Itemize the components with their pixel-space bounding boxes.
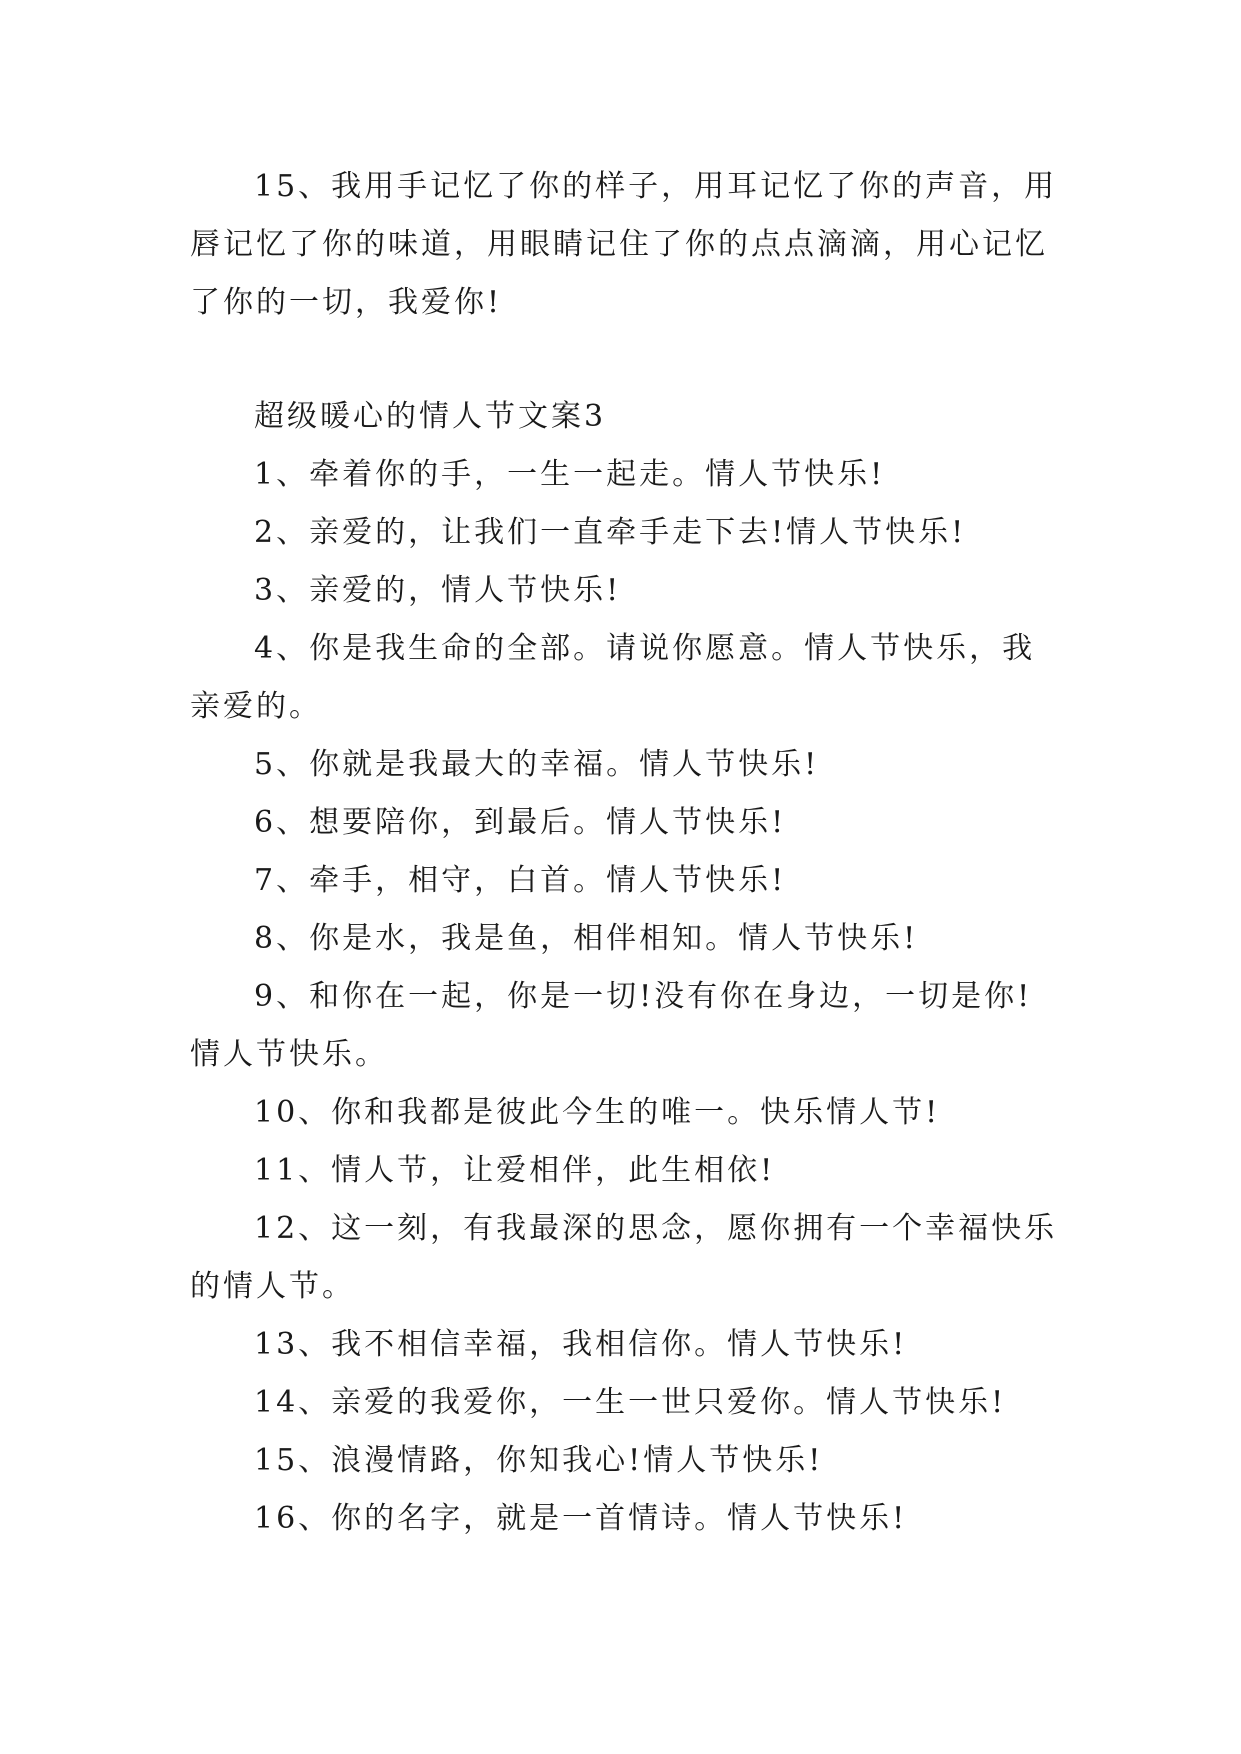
list-item: 16、你的名字，就是一首情诗。情人节快乐! — [254, 1501, 908, 1536]
document-body — [190, 158, 1060, 1548]
list-item: 13、我不相信幸福，我相信你。情人节快乐! — [254, 1327, 908, 1362]
list-item: 15、浪漫情路，你知我心!情人节快乐! — [254, 1443, 824, 1478]
list-item: 2、亲爱的，让我们一直牵手走下去!情人节快乐! — [254, 515, 967, 550]
list-item: 12、这一刻，有我最深的思念，愿你拥有一个幸福快乐的情人节。 — [190, 1211, 1058, 1304]
list-item: 5、你就是我最大的幸福。情人节快乐! — [254, 747, 820, 782]
list-item: 10、你和我都是彼此今生的唯一。快乐情人节! — [254, 1095, 941, 1130]
list-item: 14、亲爱的我爱你，一生一世只爱你。情人节快乐! — [254, 1385, 1007, 1420]
list-item: 7、牵手，相守，白首。情人节快乐! — [254, 863, 787, 898]
list-item: 1、牵着你的手，一生一起走。情人节快乐! — [254, 457, 886, 492]
list-item: 11、情人节，让爱相伴，此生相依! — [254, 1153, 776, 1188]
list-item: 9、和你在一起，你是一切!没有你在身边，一切是你!情人节快乐。 — [190, 979, 1033, 1072]
section-title: 超级暖心的情人节文案3 — [254, 399, 607, 434]
list-item: 6、想要陪你，到最后。情人节快乐! — [254, 805, 787, 840]
list-item: 8、你是水，我是鱼，相伴相知。情人节快乐! — [254, 921, 919, 956]
list-item: 4、你是我生命的全部。请说你愿意。情人节快乐，我亲爱的。 — [190, 631, 1036, 724]
list-item: 3、亲爱的，情人节快乐! — [254, 573, 622, 608]
intro-paragraph: 15、我用手记忆了你的样子，用耳记忆了你的声音，用唇记忆了你的味道，用眼睛记住了你的点点滴滴，用心记忆了你的一切，我爱你! — [190, 169, 1058, 320]
